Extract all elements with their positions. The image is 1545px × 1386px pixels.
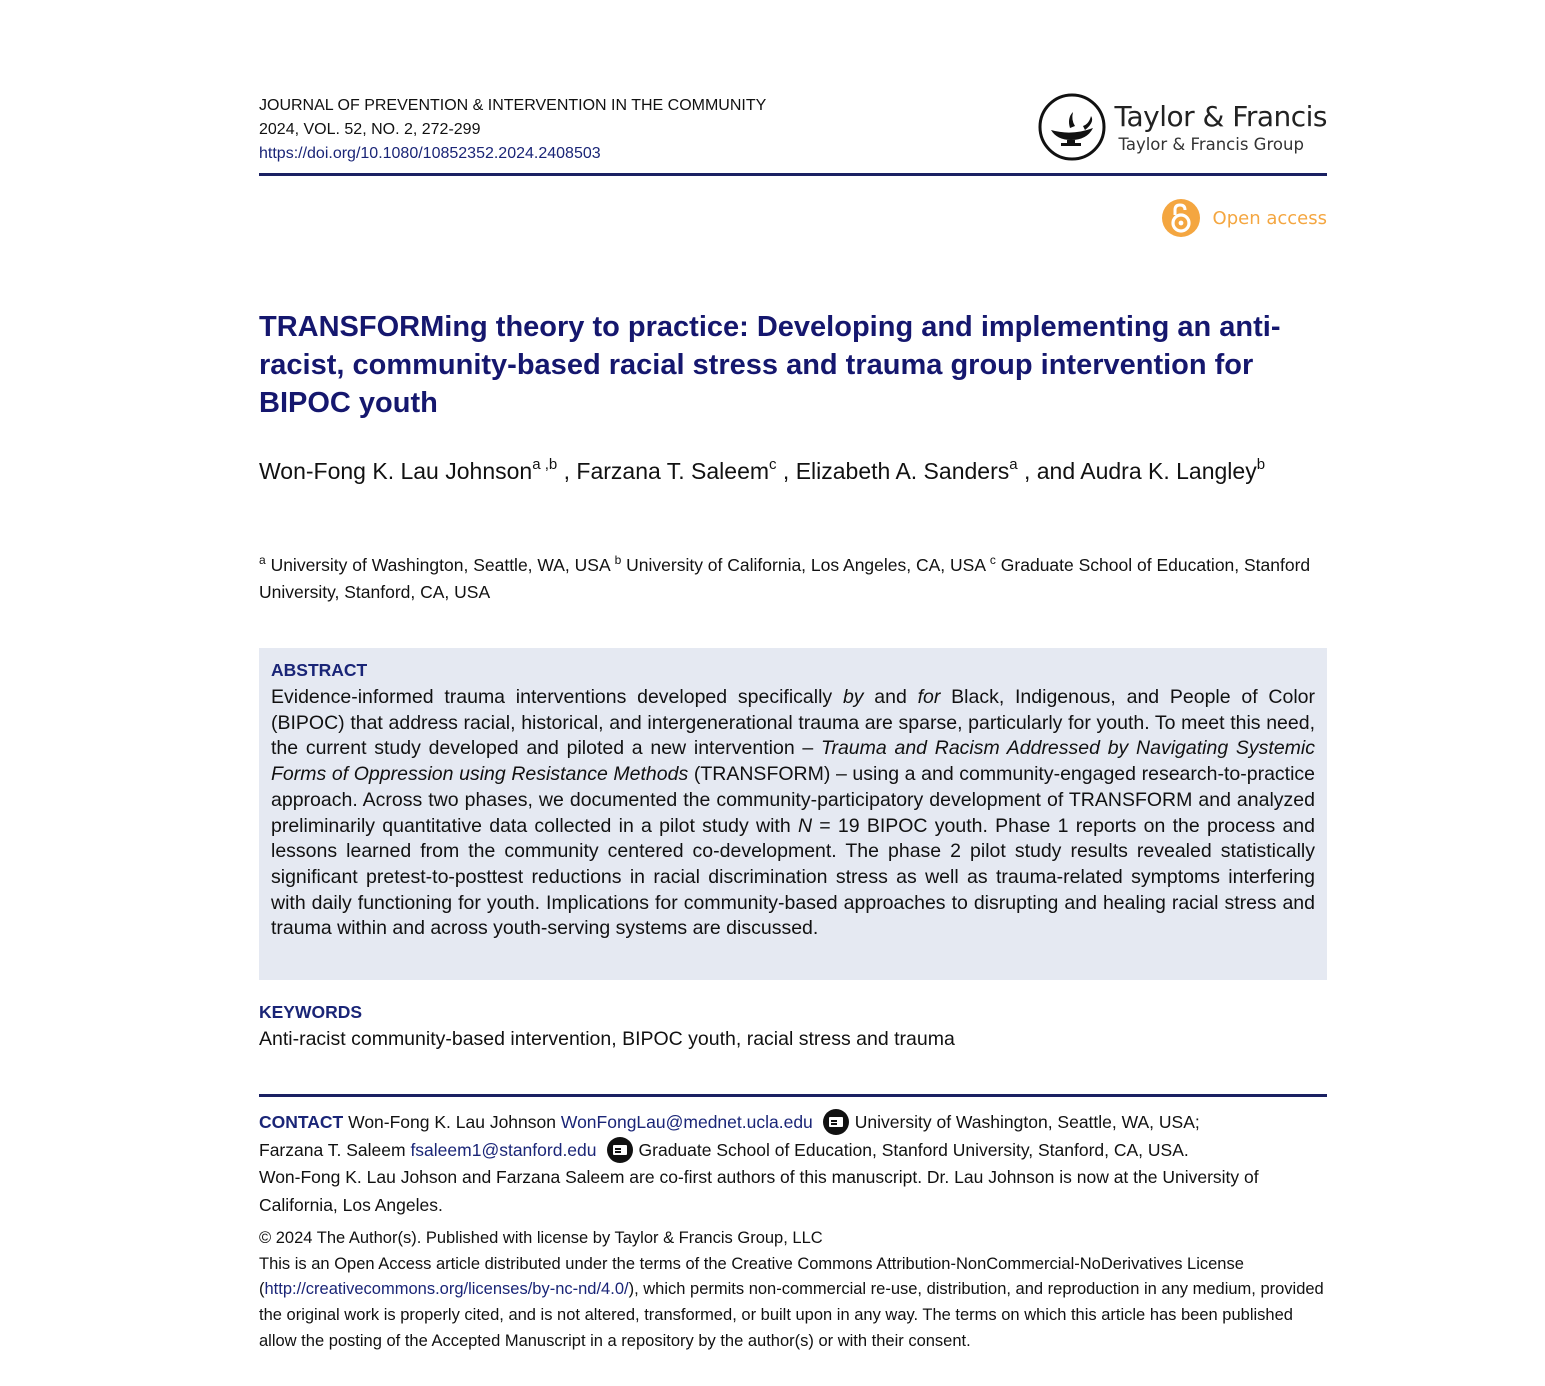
author-separator: , xyxy=(776,458,796,484)
affiliation: University of Washington, Seattle, WA, USA xyxy=(270,555,610,575)
journal-info xyxy=(259,94,766,166)
author-separator: , xyxy=(557,458,577,484)
license-text xyxy=(259,1252,1327,1355)
co-author-note: Won-Fong K. Lau Johson and Farzana Saleem are co-first authors of this manuscript. Dr. Lau Johnson is now at the University of California, Los Angeles. xyxy=(259,1167,1259,1215)
abstract-run: = 19 BIPOC youth. Phase 1 reports on the process and lessons learned from the community centered co-development. The phase 2 pilot study results revealed statistically significant pretest-to-posttest reductions in racial discrimination stress as well as trauma-related symptoms interfering with daily functioning for youth. Implications for community-based approaches to disrupting and healing racial stress and trauma within and across youth-serving systems are discussed. xyxy=(271,814,1315,940)
envelope-icon xyxy=(607,1137,633,1163)
abstract-text xyxy=(271,685,1315,942)
license-run: This is an Open Access article distributed under the terms of the Creative Commons Attribution-NonCommercial-NoDerivatives License ( xyxy=(259,1254,1244,1299)
affiliation-list xyxy=(259,552,1327,606)
author-affil-marker: b xyxy=(1256,456,1266,473)
affil-marker: b xyxy=(614,553,622,567)
author-affil-marker: a ,b xyxy=(532,456,558,473)
contact-address: Graduate School of Education, Stanford University, Stanford, CA, USA. xyxy=(638,1139,1189,1160)
open-lock-icon xyxy=(1161,198,1201,238)
envelope-icon xyxy=(823,1109,849,1135)
affil-marker: a xyxy=(259,553,266,567)
license-run: ), which permits non-commercial re-use, distribution, and reproduction in any medium, provided the original work is properly cited, and is not altered, transformed, or built upon in any way. The terms on which this article has been published allow the posting of the Accepted Manuscript in a repository by the author(s) or with their consent. xyxy=(259,1280,1324,1350)
abstract-emphasis: by xyxy=(842,686,864,708)
journal-name: JOURNAL OF PREVENTION & INTERVENTION IN THE COMMUNITY xyxy=(259,97,767,114)
keywords-text: Anti-racist community-based intervention, BIPOC youth, racial stress and trauma xyxy=(259,1028,955,1050)
contact-label: CONTACT xyxy=(259,1112,344,1132)
abstract-run: (TRANSFORM) – using a and community-engaged research-to-practice approach. Across two phases, we documented the community-participatory development of TRANSFORM and analyzed preliminarily quantitative data collected in a pilot study with xyxy=(271,763,1316,837)
author-name[interactable]: Audra K. Langley xyxy=(1080,458,1257,484)
lamp-logo-icon xyxy=(1037,92,1107,162)
article-title: TRANSFORMing theory to practice: Developing and implementing an anti-racist, community-based racial stress and trauma group intervention for BIPOC youth xyxy=(259,311,1281,419)
author-affil-marker: c xyxy=(769,456,777,473)
journal-volume: 2024, VOL. 52, NO. 2, 272-299 xyxy=(259,121,481,138)
author-name[interactable]: Farzana T. Saleem xyxy=(576,458,770,484)
contact-address: University of Washington, Seattle, WA, USA; xyxy=(854,1112,1200,1132)
license-block xyxy=(259,1226,1327,1355)
author-name[interactable]: Elizabeth A. Sanders xyxy=(795,458,1010,484)
abstract-emphasis: for xyxy=(917,686,941,708)
publisher-name: Taylor & Francis xyxy=(1114,100,1327,133)
author-affil-marker: a xyxy=(1009,456,1018,473)
abstract-heading: ABSTRACT xyxy=(271,660,368,680)
abstract-emphasis: N xyxy=(797,814,813,837)
abstract-emphasis: Trauma and Racism Addressed by Navigating Systemic Forms of Oppression using Resistance Methods xyxy=(271,737,1315,786)
keywords-heading: KEYWORDS xyxy=(259,1002,363,1022)
open-access-label: Open access xyxy=(1212,207,1327,229)
open-access-badge[interactable] xyxy=(1161,198,1327,238)
publisher-group: Taylor & Francis Group xyxy=(1118,135,1304,154)
contact-name: Farzana T. Saleem xyxy=(259,1139,406,1160)
author-list xyxy=(259,453,1327,489)
abstract-run: Black, Indigenous, and People of Color (BIPOC) that address racial, historical, and intergenerational trauma are sparse, particularly for youth. To meet this need, the current study developed and piloted a new intervention – xyxy=(271,686,1315,760)
email-link[interactable]: fsaleem1@stanford.edu xyxy=(410,1139,597,1160)
abstract-run: and xyxy=(863,686,918,708)
copyright-line: © 2024 The Author(s). Published with license by Taylor & Francis Group, LLC xyxy=(259,1229,823,1247)
contact-block xyxy=(259,1109,1327,1219)
contact-name: Won-Fong K. Lau Johnson xyxy=(348,1112,556,1132)
abstract-run: Evidence-informed trauma interventions developed specifically xyxy=(271,686,843,708)
affil-marker: c xyxy=(989,553,996,567)
publisher-logo[interactable] xyxy=(1037,92,1328,162)
license-link[interactable]: http://creativecommons.org/licenses/by-nc-nd/4.0/ xyxy=(264,1280,629,1299)
email-link[interactable]: WonFongLau@mednet.ucla.edu xyxy=(560,1112,813,1132)
affiliation: Graduate School of Education, Stanford University, Stanford, CA, USA xyxy=(259,555,1311,602)
author-separator: , and xyxy=(1017,458,1081,484)
footer-divider xyxy=(259,1094,1327,1097)
author-name[interactable]: Won-Fong K. Lau Johnson xyxy=(259,458,533,484)
affiliation: University of California, Los Angeles, CA, USA xyxy=(626,555,986,575)
header-divider xyxy=(259,173,1327,176)
abstract-box xyxy=(259,648,1327,980)
doi-link[interactable]: https://doi.org/10.1080/10852352.2024.2408503 xyxy=(259,145,601,162)
